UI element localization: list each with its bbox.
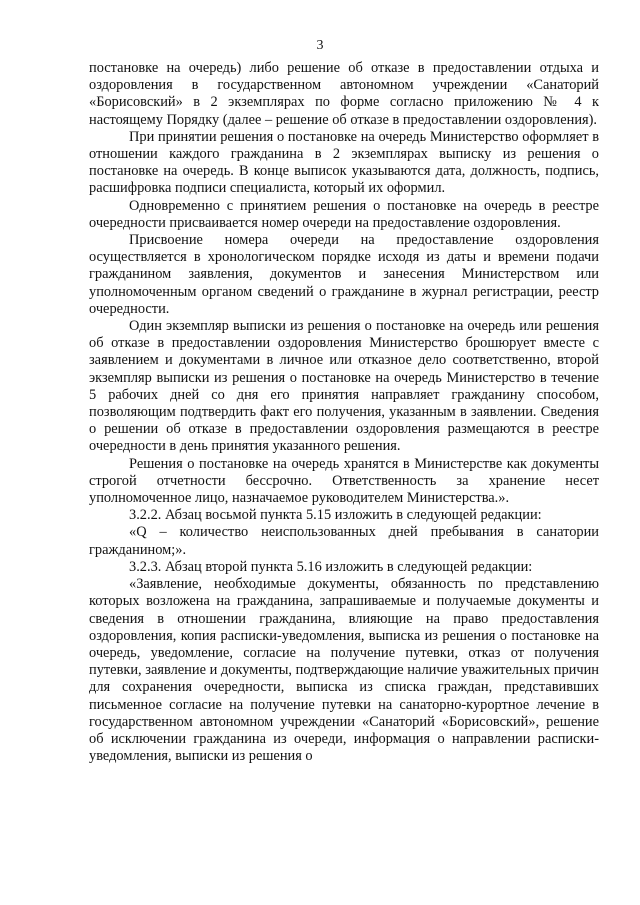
- paragraph-amendment-3-2-3: 3.2.3. Абзац второй пункта 5.16 изложить в следующей редакции:: [129, 558, 533, 575]
- paragraph-formula-q: «Q – количество неиспользованных дней пребывания в санатории гражданином;».: [89, 524, 599, 558]
- paragraph-amendment-3-2-2: 3.2.2. Абзац восьмой пункта 5.15 изложить в следующей редакции:: [129, 507, 542, 524]
- document-body: [89, 60, 599, 765]
- paragraph-decision-storage: Решения о постановке на очередь хранятся в Министерстве как документы строгой отчетности бессрочно. Ответственность за хранение несет уполномоченное лицо, назначаемое руководителем Министерства.».: [89, 455, 599, 507]
- paragraph-extract-formation: При принятии решения о постановке на очередь Министерство оформляет в отношении каждого гражданина в 2 экземплярах выписку из решения о постановке на очередь. В конце выписок указываются дата, должность, подпись, расшифровка подписи специалиста, который их оформил.: [89, 128, 599, 197]
- paragraph-documents-list: «Заявление, необходимые документы, обязанность по представлению которых возложена на гражданина, запрашиваемые и получаемые документы и сведения в отношении гражданина, влияющие на право предоставления оздоровления, копия расписки-уведомления, выписка из решения о постановке на очередь, уведомление, согласие на получение путевки, отказ от получения путевки, заявление и документы, подтверждающие наличие уважительных причин для сохранения очередности, выписка из списка граждан, представивших письменное согласие на получение путевки на санаторно-курортное лечение в государственном автономном учреждении «Санаторий «Борисовский», решение об исключении гражданина из очереди, информация о направлении расписки-уведомления, выписки из решения о: [89, 576, 599, 765]
- paragraph-extract-copies: Один экземпляр выписки из решения о постановке на очередь или решения об отказе в предоставлении оздоровления Министерство брошюрует вместе с заявлением и документами в личное или отказное дело соответственно, второй экземпляр выписки из решения о постановке на очередь Министерство в течение 5 рабочих дней со дня его принятия направляет гражданину способом, позволяющим подтвердить факт его получения, указанным в заявлении. Сведения о решении об отказе в предоставлении оздоровления размещаются в реестре очередности в день принятия указанного решения.: [89, 318, 599, 455]
- page-number: 3: [316, 38, 324, 53]
- paragraph-queue-number: Одновременно с принятием решения о постановке на очередь в реестре очередности присваивается номер очереди на предоставление оздоровления.: [89, 197, 599, 231]
- paragraph-continuation: постановке на очередь) либо решение об отказе в предоставлении отдыха и оздоровления в государственном автономном учреждении «Санаторий «Борисовский» в 2 экземплярах по форме согласно приложению № 4 к настоящему Порядку (далее – решение об отказе в предоставлении оздоровления).: [89, 60, 599, 128]
- paragraph-queue-order: Присвоение номера очереди на предоставление оздоровления осуществляется в хронологическом порядке исходя из даты и времени подачи гражданином заявления, документов и занесения Министерством или уполномоченным органом сведений о гражданине в журнал регистрации, реестр очередности.: [89, 232, 599, 317]
